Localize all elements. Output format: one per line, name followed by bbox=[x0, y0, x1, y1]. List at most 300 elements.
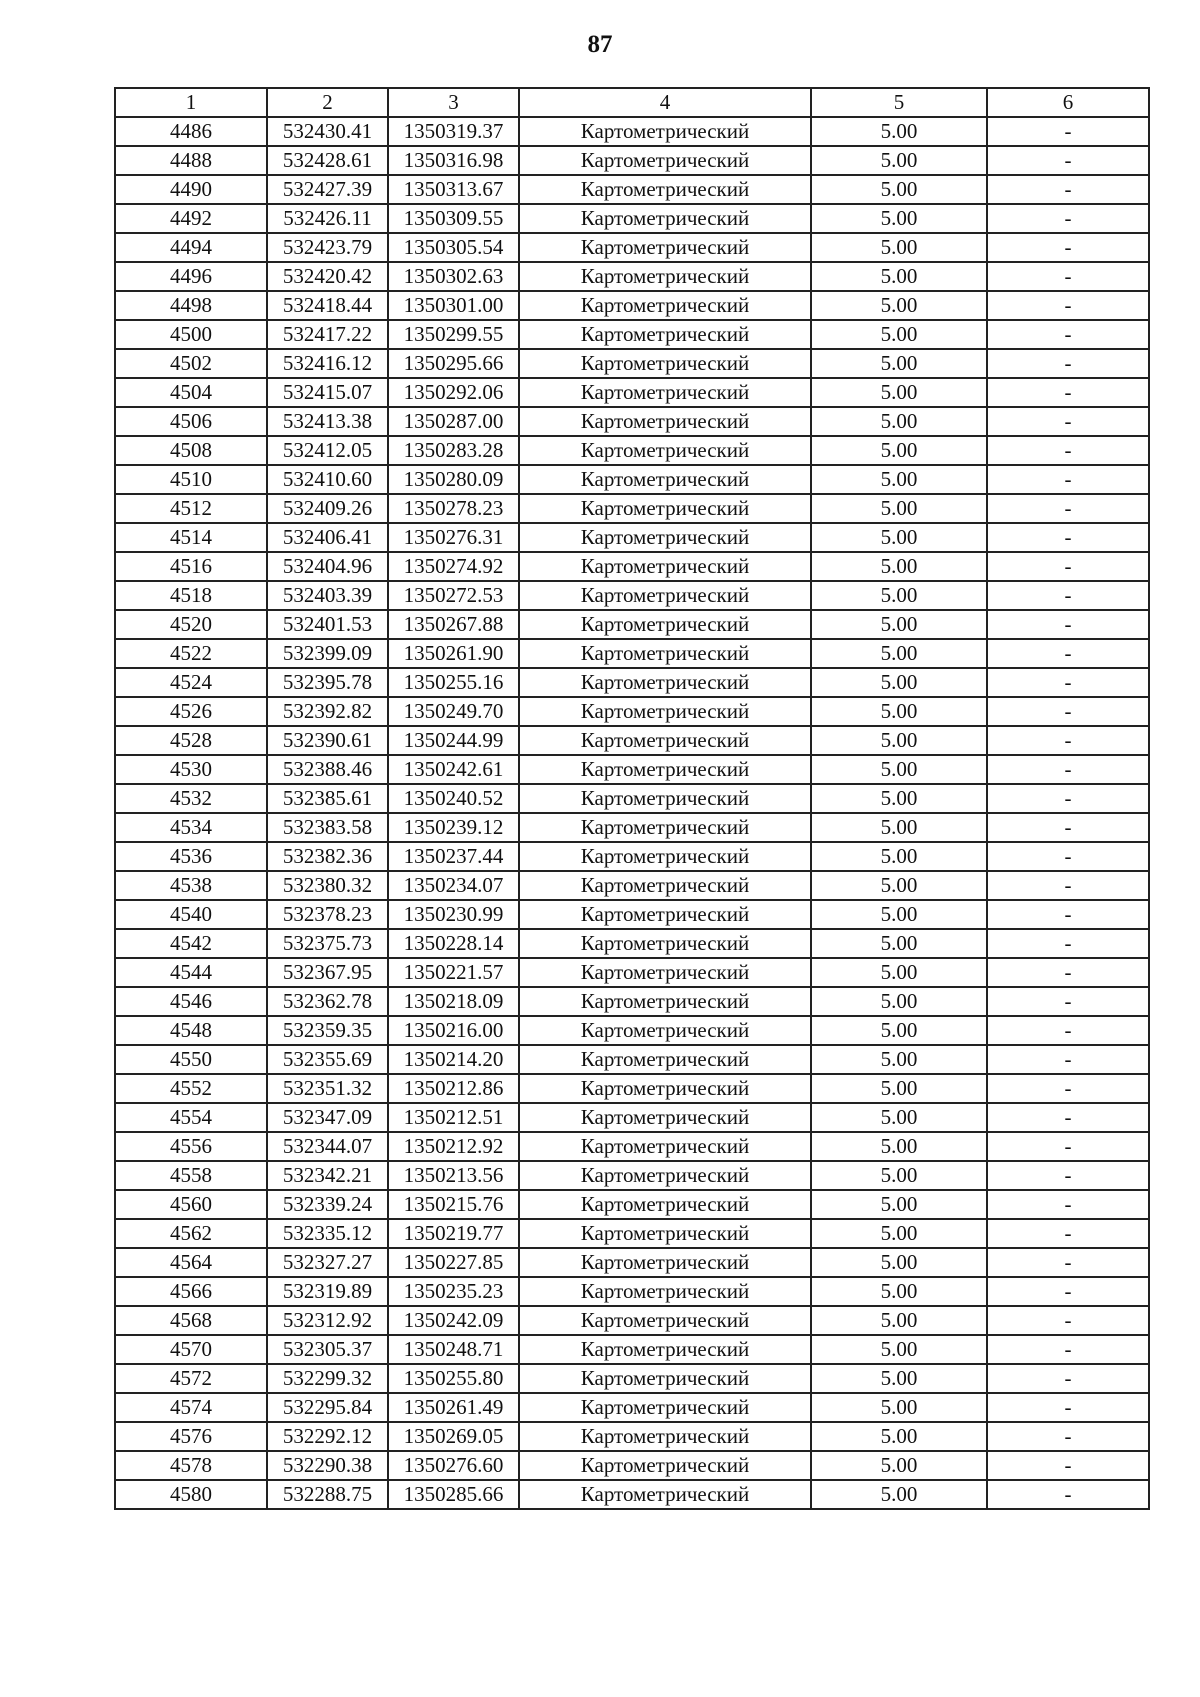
point-number-cell: 4560 bbox=[115, 1190, 267, 1219]
column-header-1: 1 bbox=[115, 88, 267, 117]
method-cell: Картометрический bbox=[519, 987, 811, 1016]
description-cell: - bbox=[987, 987, 1149, 1016]
point-number-cell: 4520 bbox=[115, 610, 267, 639]
table-row bbox=[115, 668, 1149, 697]
accuracy-cell: 5.00 bbox=[811, 465, 987, 494]
accuracy-cell: 5.00 bbox=[811, 407, 987, 436]
method-cell: Картометрический bbox=[519, 1103, 811, 1132]
y-coordinate-cell: 1350292.06 bbox=[388, 378, 519, 407]
description-cell: - bbox=[987, 523, 1149, 552]
y-coordinate-cell: 1350216.00 bbox=[388, 1016, 519, 1045]
accuracy-cell: 5.00 bbox=[811, 436, 987, 465]
method-cell: Картометрический bbox=[519, 378, 811, 407]
method-cell: Картометрический bbox=[519, 610, 811, 639]
table-row bbox=[115, 784, 1149, 813]
x-coordinate-cell: 532383.58 bbox=[267, 813, 388, 842]
accuracy-cell: 5.00 bbox=[811, 146, 987, 175]
point-number-cell: 4578 bbox=[115, 1451, 267, 1480]
method-cell: Картометрический bbox=[519, 117, 811, 146]
description-cell: - bbox=[987, 1248, 1149, 1277]
accuracy-cell: 5.00 bbox=[811, 755, 987, 784]
accuracy-cell: 5.00 bbox=[811, 291, 987, 320]
method-cell: Картометрический bbox=[519, 842, 811, 871]
point-number-cell: 4556 bbox=[115, 1132, 267, 1161]
point-number-cell: 4490 bbox=[115, 175, 267, 204]
y-coordinate-cell: 1350309.55 bbox=[388, 204, 519, 233]
method-cell: Картометрический bbox=[519, 465, 811, 494]
y-coordinate-cell: 1350221.57 bbox=[388, 958, 519, 987]
accuracy-cell: 5.00 bbox=[811, 639, 987, 668]
x-coordinate-cell: 532344.07 bbox=[267, 1132, 388, 1161]
accuracy-cell: 5.00 bbox=[811, 1161, 987, 1190]
method-cell: Картометрический bbox=[519, 1074, 811, 1103]
y-coordinate-cell: 1350274.92 bbox=[388, 552, 519, 581]
x-coordinate-cell: 532299.32 bbox=[267, 1364, 388, 1393]
accuracy-cell: 5.00 bbox=[811, 117, 987, 146]
accuracy-cell: 5.00 bbox=[811, 1364, 987, 1393]
accuracy-cell: 5.00 bbox=[811, 233, 987, 262]
description-cell: - bbox=[987, 842, 1149, 871]
table-row bbox=[115, 813, 1149, 842]
description-cell: - bbox=[987, 233, 1149, 262]
y-coordinate-cell: 1350248.71 bbox=[388, 1335, 519, 1364]
table-row bbox=[115, 610, 1149, 639]
table-row bbox=[115, 1364, 1149, 1393]
method-cell: Картометрический bbox=[519, 726, 811, 755]
table-row bbox=[115, 842, 1149, 871]
x-coordinate-cell: 532418.44 bbox=[267, 291, 388, 320]
y-coordinate-cell: 1350213.56 bbox=[388, 1161, 519, 1190]
x-coordinate-cell: 532385.61 bbox=[267, 784, 388, 813]
y-coordinate-cell: 1350305.54 bbox=[388, 233, 519, 262]
y-coordinate-cell: 1350239.12 bbox=[388, 813, 519, 842]
description-cell: - bbox=[987, 407, 1149, 436]
column-header-4: 4 bbox=[519, 88, 811, 117]
description-cell: - bbox=[987, 697, 1149, 726]
accuracy-cell: 5.00 bbox=[811, 1248, 987, 1277]
point-number-cell: 4562 bbox=[115, 1219, 267, 1248]
y-coordinate-cell: 1350218.09 bbox=[388, 987, 519, 1016]
table-row bbox=[115, 1016, 1149, 1045]
table-row bbox=[115, 407, 1149, 436]
point-number-cell: 4536 bbox=[115, 842, 267, 871]
column-header-6: 6 bbox=[987, 88, 1149, 117]
accuracy-cell: 5.00 bbox=[811, 1016, 987, 1045]
accuracy-cell: 5.00 bbox=[811, 958, 987, 987]
y-coordinate-cell: 1350219.77 bbox=[388, 1219, 519, 1248]
x-coordinate-cell: 532327.27 bbox=[267, 1248, 388, 1277]
description-cell: - bbox=[987, 494, 1149, 523]
table-row bbox=[115, 494, 1149, 523]
x-coordinate-cell: 532355.69 bbox=[267, 1045, 388, 1074]
description-cell: - bbox=[987, 378, 1149, 407]
x-coordinate-cell: 532401.53 bbox=[267, 610, 388, 639]
accuracy-cell: 5.00 bbox=[811, 987, 987, 1016]
y-coordinate-cell: 1350242.61 bbox=[388, 755, 519, 784]
table-row bbox=[115, 436, 1149, 465]
method-cell: Картометрический bbox=[519, 407, 811, 436]
method-cell: Картометрический bbox=[519, 175, 811, 204]
y-coordinate-cell: 1350235.23 bbox=[388, 1277, 519, 1306]
table-row bbox=[115, 581, 1149, 610]
y-coordinate-cell: 1350295.66 bbox=[388, 349, 519, 378]
table-row bbox=[115, 291, 1149, 320]
accuracy-cell: 5.00 bbox=[811, 697, 987, 726]
accuracy-cell: 5.00 bbox=[811, 929, 987, 958]
x-coordinate-cell: 532380.32 bbox=[267, 871, 388, 900]
method-cell: Картометрический bbox=[519, 1335, 811, 1364]
method-cell: Картометрический bbox=[519, 349, 811, 378]
point-number-cell: 4528 bbox=[115, 726, 267, 755]
x-coordinate-cell: 532392.82 bbox=[267, 697, 388, 726]
method-cell: Картометрический bbox=[519, 784, 811, 813]
table-row bbox=[115, 639, 1149, 668]
accuracy-cell: 5.00 bbox=[811, 204, 987, 233]
x-coordinate-cell: 532426.11 bbox=[267, 204, 388, 233]
x-coordinate-cell: 532288.75 bbox=[267, 1480, 388, 1509]
y-coordinate-cell: 1350280.09 bbox=[388, 465, 519, 494]
point-number-cell: 4514 bbox=[115, 523, 267, 552]
accuracy-cell: 5.00 bbox=[811, 813, 987, 842]
accuracy-cell: 5.00 bbox=[811, 1277, 987, 1306]
x-coordinate-cell: 532415.07 bbox=[267, 378, 388, 407]
method-cell: Картометрический bbox=[519, 639, 811, 668]
method-cell: Картометрический bbox=[519, 262, 811, 291]
table-row bbox=[115, 175, 1149, 204]
table-row bbox=[115, 987, 1149, 1016]
description-cell: - bbox=[987, 436, 1149, 465]
description-cell: - bbox=[987, 581, 1149, 610]
description-cell: - bbox=[987, 1132, 1149, 1161]
y-coordinate-cell: 1350267.88 bbox=[388, 610, 519, 639]
y-coordinate-cell: 1350276.31 bbox=[388, 523, 519, 552]
point-number-cell: 4524 bbox=[115, 668, 267, 697]
accuracy-cell: 5.00 bbox=[811, 1393, 987, 1422]
point-number-cell: 4486 bbox=[115, 117, 267, 146]
table-row bbox=[115, 900, 1149, 929]
y-coordinate-cell: 1350278.23 bbox=[388, 494, 519, 523]
description-cell: - bbox=[987, 1045, 1149, 1074]
method-cell: Картометрический bbox=[519, 291, 811, 320]
accuracy-cell: 5.00 bbox=[811, 552, 987, 581]
table-row bbox=[115, 465, 1149, 494]
method-cell: Картометрический bbox=[519, 1393, 811, 1422]
column-header-3: 3 bbox=[388, 88, 519, 117]
point-number-cell: 4564 bbox=[115, 1248, 267, 1277]
method-cell: Картометрический bbox=[519, 552, 811, 581]
method-cell: Картометрический bbox=[519, 320, 811, 349]
accuracy-cell: 5.00 bbox=[811, 1480, 987, 1509]
column-header-2: 2 bbox=[267, 88, 388, 117]
description-cell: - bbox=[987, 1016, 1149, 1045]
x-coordinate-cell: 532417.22 bbox=[267, 320, 388, 349]
method-cell: Картометрический bbox=[519, 1277, 811, 1306]
point-number-cell: 4506 bbox=[115, 407, 267, 436]
point-number-cell: 4522 bbox=[115, 639, 267, 668]
point-number-cell: 4502 bbox=[115, 349, 267, 378]
table-row bbox=[115, 1132, 1149, 1161]
column-header-5: 5 bbox=[811, 88, 987, 117]
point-number-cell: 4494 bbox=[115, 233, 267, 262]
point-number-cell: 4540 bbox=[115, 900, 267, 929]
description-cell: - bbox=[987, 958, 1149, 987]
description-cell: - bbox=[987, 1190, 1149, 1219]
x-coordinate-cell: 532290.38 bbox=[267, 1451, 388, 1480]
x-coordinate-cell: 532430.41 bbox=[267, 117, 388, 146]
accuracy-cell: 5.00 bbox=[811, 610, 987, 639]
table-row bbox=[115, 929, 1149, 958]
x-coordinate-cell: 532378.23 bbox=[267, 900, 388, 929]
method-cell: Картометрический bbox=[519, 958, 811, 987]
accuracy-cell: 5.00 bbox=[811, 668, 987, 697]
x-coordinate-cell: 532335.12 bbox=[267, 1219, 388, 1248]
accuracy-cell: 5.00 bbox=[811, 1190, 987, 1219]
method-cell: Картометрический bbox=[519, 1132, 811, 1161]
description-cell: - bbox=[987, 1277, 1149, 1306]
description-cell: - bbox=[987, 900, 1149, 929]
table-row bbox=[115, 552, 1149, 581]
x-coordinate-cell: 532399.09 bbox=[267, 639, 388, 668]
table-row bbox=[115, 1103, 1149, 1132]
point-number-cell: 4488 bbox=[115, 146, 267, 175]
table-row bbox=[115, 1219, 1149, 1248]
description-cell: - bbox=[987, 726, 1149, 755]
description-cell: - bbox=[987, 204, 1149, 233]
accuracy-cell: 5.00 bbox=[811, 726, 987, 755]
page-number: 87 bbox=[587, 31, 613, 58]
description-cell: - bbox=[987, 813, 1149, 842]
y-coordinate-cell: 1350285.66 bbox=[388, 1480, 519, 1509]
method-cell: Картометрический bbox=[519, 1248, 811, 1277]
point-number-cell: 4568 bbox=[115, 1306, 267, 1335]
accuracy-cell: 5.00 bbox=[811, 1132, 987, 1161]
description-cell: - bbox=[987, 784, 1149, 813]
point-number-cell: 4548 bbox=[115, 1016, 267, 1045]
description-cell: - bbox=[987, 320, 1149, 349]
coordinates-table bbox=[114, 87, 1150, 1510]
table-row bbox=[115, 1451, 1149, 1480]
description-cell: - bbox=[987, 349, 1149, 378]
accuracy-cell: 5.00 bbox=[811, 1219, 987, 1248]
accuracy-cell: 5.00 bbox=[811, 1335, 987, 1364]
description-cell: - bbox=[987, 146, 1149, 175]
point-number-cell: 4526 bbox=[115, 697, 267, 726]
point-number-cell: 4558 bbox=[115, 1161, 267, 1190]
accuracy-cell: 5.00 bbox=[811, 842, 987, 871]
x-coordinate-cell: 532412.05 bbox=[267, 436, 388, 465]
table-row bbox=[115, 755, 1149, 784]
x-coordinate-cell: 532295.84 bbox=[267, 1393, 388, 1422]
table-row bbox=[115, 1480, 1149, 1509]
point-number-cell: 4574 bbox=[115, 1393, 267, 1422]
method-cell: Картометрический bbox=[519, 697, 811, 726]
x-coordinate-cell: 532409.26 bbox=[267, 494, 388, 523]
table-row bbox=[115, 1422, 1149, 1451]
method-cell: Картометрический bbox=[519, 1016, 811, 1045]
y-coordinate-cell: 1350212.92 bbox=[388, 1132, 519, 1161]
description-cell: - bbox=[987, 755, 1149, 784]
method-cell: Картометрический bbox=[519, 204, 811, 233]
point-number-cell: 4498 bbox=[115, 291, 267, 320]
y-coordinate-cell: 1350255.80 bbox=[388, 1364, 519, 1393]
point-number-cell: 4504 bbox=[115, 378, 267, 407]
table-row bbox=[115, 1335, 1149, 1364]
point-number-cell: 4572 bbox=[115, 1364, 267, 1393]
description-cell: - bbox=[987, 117, 1149, 146]
description-cell: - bbox=[987, 1074, 1149, 1103]
method-cell: Картометрический bbox=[519, 871, 811, 900]
method-cell: Картометрический bbox=[519, 1306, 811, 1335]
y-coordinate-cell: 1350228.14 bbox=[388, 929, 519, 958]
point-number-cell: 4492 bbox=[115, 204, 267, 233]
accuracy-cell: 5.00 bbox=[811, 378, 987, 407]
y-coordinate-cell: 1350287.00 bbox=[388, 407, 519, 436]
accuracy-cell: 5.00 bbox=[811, 1422, 987, 1451]
description-cell: - bbox=[987, 1480, 1149, 1509]
table-row bbox=[115, 958, 1149, 987]
description-cell: - bbox=[987, 1422, 1149, 1451]
description-cell: - bbox=[987, 1393, 1149, 1422]
method-cell: Картометрический bbox=[519, 1045, 811, 1074]
x-coordinate-cell: 532292.12 bbox=[267, 1422, 388, 1451]
accuracy-cell: 5.00 bbox=[811, 175, 987, 204]
point-number-cell: 4500 bbox=[115, 320, 267, 349]
description-cell: - bbox=[987, 465, 1149, 494]
y-coordinate-cell: 1350301.00 bbox=[388, 291, 519, 320]
y-coordinate-cell: 1350255.16 bbox=[388, 668, 519, 697]
accuracy-cell: 5.00 bbox=[811, 581, 987, 610]
y-coordinate-cell: 1350319.37 bbox=[388, 117, 519, 146]
point-number-cell: 4510 bbox=[115, 465, 267, 494]
description-cell: - bbox=[987, 871, 1149, 900]
header-row bbox=[115, 88, 1149, 117]
point-number-cell: 4542 bbox=[115, 929, 267, 958]
table-row bbox=[115, 1161, 1149, 1190]
table-row bbox=[115, 320, 1149, 349]
table-row bbox=[115, 1393, 1149, 1422]
accuracy-cell: 5.00 bbox=[811, 494, 987, 523]
table-row bbox=[115, 1248, 1149, 1277]
method-cell: Картометрический bbox=[519, 1161, 811, 1190]
x-coordinate-cell: 532427.39 bbox=[267, 175, 388, 204]
table-row bbox=[115, 349, 1149, 378]
table-row bbox=[115, 523, 1149, 552]
accuracy-cell: 5.00 bbox=[811, 320, 987, 349]
method-cell: Картометрический bbox=[519, 1422, 811, 1451]
point-number-cell: 4496 bbox=[115, 262, 267, 291]
description-cell: - bbox=[987, 1335, 1149, 1364]
description-cell: - bbox=[987, 929, 1149, 958]
y-coordinate-cell: 1350269.05 bbox=[388, 1422, 519, 1451]
point-number-cell: 4570 bbox=[115, 1335, 267, 1364]
table-row bbox=[115, 1190, 1149, 1219]
method-cell: Картометрический bbox=[519, 146, 811, 175]
table-row bbox=[115, 1045, 1149, 1074]
table-row bbox=[115, 726, 1149, 755]
x-coordinate-cell: 532388.46 bbox=[267, 755, 388, 784]
table-row bbox=[115, 146, 1149, 175]
y-coordinate-cell: 1350244.99 bbox=[388, 726, 519, 755]
description-cell: - bbox=[987, 610, 1149, 639]
x-coordinate-cell: 532319.89 bbox=[267, 1277, 388, 1306]
description-cell: - bbox=[987, 1219, 1149, 1248]
point-number-cell: 4512 bbox=[115, 494, 267, 523]
x-coordinate-cell: 532342.21 bbox=[267, 1161, 388, 1190]
description-cell: - bbox=[987, 262, 1149, 291]
accuracy-cell: 5.00 bbox=[811, 871, 987, 900]
table-row bbox=[115, 204, 1149, 233]
method-cell: Картометрический bbox=[519, 233, 811, 262]
method-cell: Картометрический bbox=[519, 494, 811, 523]
x-coordinate-cell: 532404.96 bbox=[267, 552, 388, 581]
point-number-cell: 4516 bbox=[115, 552, 267, 581]
table-row bbox=[115, 117, 1149, 146]
method-cell: Картометрический bbox=[519, 1219, 811, 1248]
table-row bbox=[115, 378, 1149, 407]
y-coordinate-cell: 1350227.85 bbox=[388, 1248, 519, 1277]
point-number-cell: 4508 bbox=[115, 436, 267, 465]
accuracy-cell: 5.00 bbox=[811, 1074, 987, 1103]
table-header bbox=[115, 88, 1149, 117]
table-row bbox=[115, 871, 1149, 900]
x-coordinate-cell: 532339.24 bbox=[267, 1190, 388, 1219]
x-coordinate-cell: 532395.78 bbox=[267, 668, 388, 697]
point-number-cell: 4576 bbox=[115, 1422, 267, 1451]
description-cell: - bbox=[987, 1103, 1149, 1132]
point-number-cell: 4538 bbox=[115, 871, 267, 900]
y-coordinate-cell: 1350234.07 bbox=[388, 871, 519, 900]
method-cell: Картометрический bbox=[519, 1451, 811, 1480]
accuracy-cell: 5.00 bbox=[811, 900, 987, 929]
x-coordinate-cell: 532375.73 bbox=[267, 929, 388, 958]
point-number-cell: 4546 bbox=[115, 987, 267, 1016]
point-number-cell: 4552 bbox=[115, 1074, 267, 1103]
x-coordinate-cell: 532423.79 bbox=[267, 233, 388, 262]
y-coordinate-cell: 1350302.63 bbox=[388, 262, 519, 291]
method-cell: Картометрический bbox=[519, 436, 811, 465]
point-number-cell: 4550 bbox=[115, 1045, 267, 1074]
y-coordinate-cell: 1350214.20 bbox=[388, 1045, 519, 1074]
x-coordinate-cell: 532367.95 bbox=[267, 958, 388, 987]
table-body bbox=[115, 117, 1149, 1509]
description-cell: - bbox=[987, 639, 1149, 668]
method-cell: Картометрический bbox=[519, 668, 811, 697]
description-cell: - bbox=[987, 1364, 1149, 1393]
description-cell: - bbox=[987, 1161, 1149, 1190]
x-coordinate-cell: 532362.78 bbox=[267, 987, 388, 1016]
point-number-cell: 4580 bbox=[115, 1480, 267, 1509]
x-coordinate-cell: 532390.61 bbox=[267, 726, 388, 755]
x-coordinate-cell: 532305.37 bbox=[267, 1335, 388, 1364]
y-coordinate-cell: 1350283.28 bbox=[388, 436, 519, 465]
accuracy-cell: 5.00 bbox=[811, 1103, 987, 1132]
x-coordinate-cell: 532351.32 bbox=[267, 1074, 388, 1103]
y-coordinate-cell: 1350242.09 bbox=[388, 1306, 519, 1335]
description-cell: - bbox=[987, 291, 1149, 320]
accuracy-cell: 5.00 bbox=[811, 1045, 987, 1074]
y-coordinate-cell: 1350276.60 bbox=[388, 1451, 519, 1480]
x-coordinate-cell: 532416.12 bbox=[267, 349, 388, 378]
description-cell: - bbox=[987, 552, 1149, 581]
y-coordinate-cell: 1350249.70 bbox=[388, 697, 519, 726]
method-cell: Картометрический bbox=[519, 1480, 811, 1509]
y-coordinate-cell: 1350230.99 bbox=[388, 900, 519, 929]
table-row bbox=[115, 1277, 1149, 1306]
method-cell: Картометрический bbox=[519, 755, 811, 784]
y-coordinate-cell: 1350272.53 bbox=[388, 581, 519, 610]
table-row bbox=[115, 1074, 1149, 1103]
y-coordinate-cell: 1350237.44 bbox=[388, 842, 519, 871]
